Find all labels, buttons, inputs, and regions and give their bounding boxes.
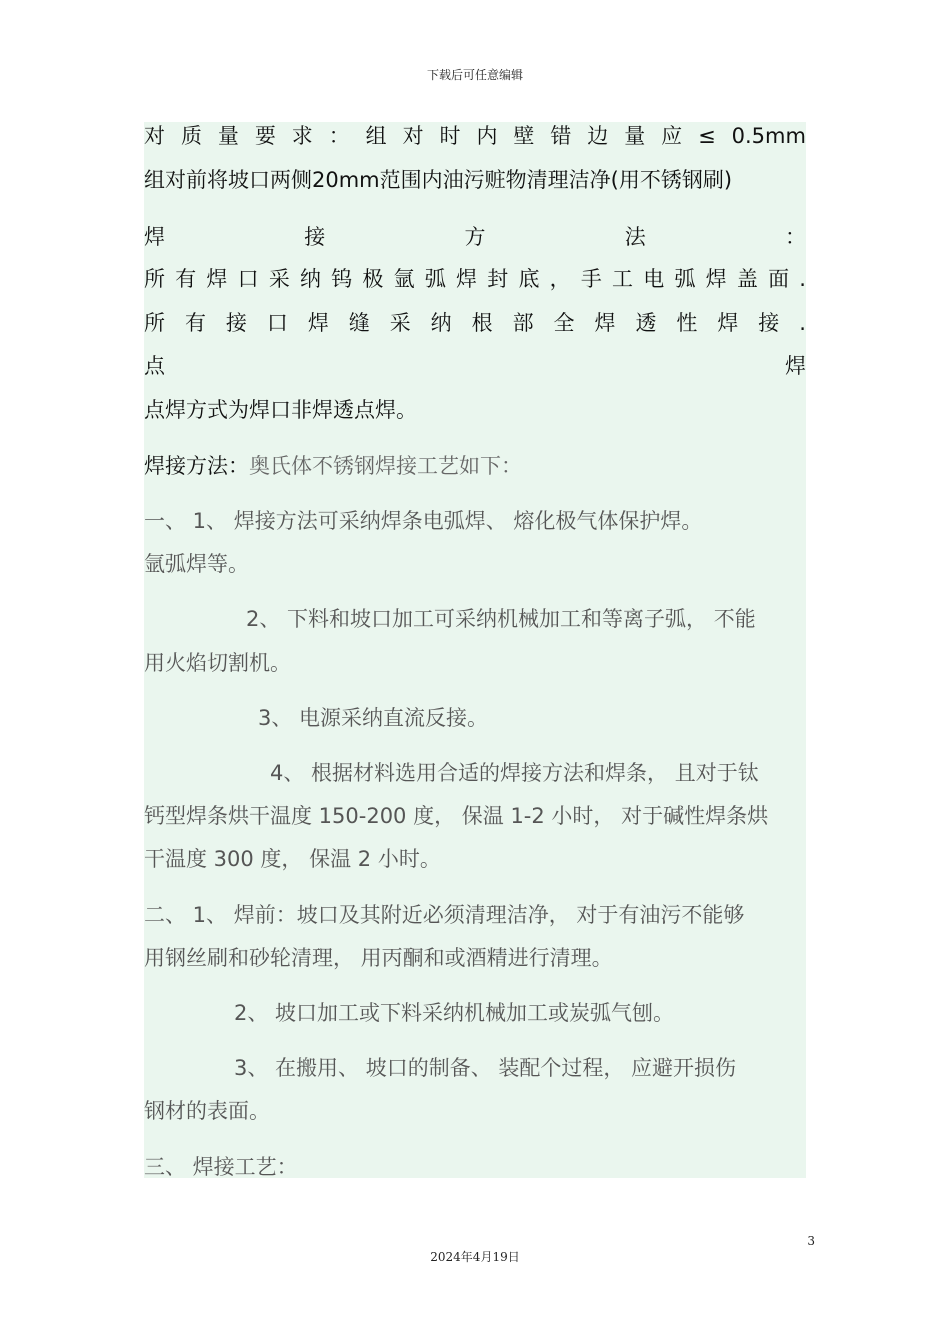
justified-char: 量 <box>217 124 239 148</box>
justified-char: 缝 <box>348 311 370 335</box>
justified-char: 弧 <box>674 267 696 291</box>
justified-char: 口 <box>266 311 288 335</box>
justified-char: 错 <box>550 124 572 148</box>
justified-char: 纳 <box>300 267 322 291</box>
spot-weld-method-line: 点焊方式为焊口非焊透点焊。 <box>144 398 417 422</box>
section2-item3-line1: 3、 在搬用、 坡口的制备、 装配个过程， 应避开损伤 <box>234 1056 737 1080</box>
justified-char: 焊 <box>307 311 329 335</box>
section2-item3-line2: 钢材的表面。 <box>144 1099 270 1123</box>
justified-char: 焊 <box>144 225 165 249</box>
justified-char: 弧 <box>424 267 446 291</box>
justified-char: ≤ <box>698 124 716 148</box>
justified-char: ： <box>328 124 350 148</box>
justified-char: 工 <box>612 267 634 291</box>
section1-item4-line3: 干温度 300 度， 保温 2 小时。 <box>144 847 441 871</box>
footer-date: 2024年4月19日 <box>430 1250 520 1264</box>
section2-item1-line1: 二、 1、 焊前：坡口及其附近必须清理洁净， 对于有油污不能够 <box>144 903 745 927</box>
justified-char: 封 <box>487 267 509 291</box>
spot-weld-heading-left: 点 <box>144 354 165 378</box>
justified-char: 采 <box>268 267 290 291</box>
justified-char: 对 <box>144 124 165 148</box>
section1-item3-line: 3、 电源采纳直流反接。 <box>258 706 489 730</box>
full-penetration-line <box>144 310 806 336</box>
justified-char: 所 <box>144 267 165 291</box>
justified-char: 量 <box>624 124 646 148</box>
justified-char: . <box>799 267 806 291</box>
justified-char: 有 <box>175 267 197 291</box>
justified-char: 方 <box>464 225 486 249</box>
justified-char: 纳 <box>430 311 452 335</box>
justified-char: 壁 <box>513 124 535 148</box>
justified-char: 焊 <box>206 267 228 291</box>
austenitic-heading-label: 焊接方法： <box>144 454 249 478</box>
justified-char: 组 <box>365 124 387 148</box>
justified-char: 0.5mm <box>731 124 806 148</box>
justified-char: 焊 <box>594 311 616 335</box>
section1-item4-line2: 钙型焊条烘干温度 150-200 度， 保温 1-2 小时， 对于碱性焊条烘 <box>144 804 769 828</box>
section1-item1-line1: 一、 1、 焊接方法可采纳焊条电弧焊、 熔化极气体保护焊。 <box>144 509 703 533</box>
justified-char: 部 <box>512 311 534 335</box>
justified-char: ： <box>785 225 806 249</box>
justified-char: 应 <box>661 124 683 148</box>
justified-char: 透 <box>635 311 657 335</box>
justified-char: 面 <box>768 267 790 291</box>
austenitic-heading-text: 奥氏体不锈钢焊接工艺如下： <box>249 454 522 478</box>
justified-char: 手 <box>580 267 602 291</box>
justified-char: 求 <box>291 124 313 148</box>
section1-item4-line1: 4、 根据材料选用合适的焊接方法和焊条， 且对于钛 <box>270 761 759 785</box>
justified-char: 焊 <box>705 267 727 291</box>
justified-char: 钨 <box>331 267 353 291</box>
justified-char: 底 <box>518 267 540 291</box>
spot-weld-heading-right: 焊 <box>785 354 806 378</box>
justified-char: ， <box>549 267 571 291</box>
groove-cleaning-line: 组对前将坡口两侧20mm范围内油污赃物清理洁净(用不锈钢刷) <box>144 168 733 192</box>
austenitic-heading <box>144 453 806 479</box>
justified-char: 口 <box>237 267 259 291</box>
page-number: 3 <box>807 1234 815 1248</box>
justified-char: 法 <box>624 225 646 249</box>
justified-char: 焊 <box>456 267 478 291</box>
page-header: 下载后可任意编辑 <box>426 68 523 82</box>
section1-item2-line1: 2、 下料和坡口加工可采纳机械加工和等离子弧， 不能 <box>246 607 756 631</box>
justified-char: 极 <box>362 267 384 291</box>
justified-char: 性 <box>676 311 698 335</box>
section3-heading: 三、 焊接工艺： <box>144 1155 298 1179</box>
justified-char: 根 <box>471 311 493 335</box>
justified-char: 有 <box>184 311 206 335</box>
justified-char: 质 <box>180 124 202 148</box>
welding-method-heading <box>144 224 806 250</box>
quality-requirement-line <box>144 123 806 149</box>
section2-item1-line2: 用钢丝刷和砂轮清理， 用丙酮和或酒精进行清理。 <box>144 946 613 970</box>
justified-char: 边 <box>587 124 609 148</box>
section1-item2-line2: 用火焰切割机。 <box>144 651 291 675</box>
justified-char: 电 <box>643 267 665 291</box>
justified-char: . <box>799 311 806 335</box>
justified-char: 全 <box>553 311 575 335</box>
justified-char: 时 <box>439 124 461 148</box>
justified-char: 要 <box>254 124 276 148</box>
justified-char: 焊 <box>717 311 739 335</box>
spot-weld-heading <box>144 353 806 379</box>
justified-char: 对 <box>402 124 424 148</box>
justified-char: 所 <box>144 311 165 335</box>
justified-char: 氩 <box>393 267 415 291</box>
justified-char: 采 <box>389 311 411 335</box>
justified-char: 接 <box>304 225 326 249</box>
tig-root-line <box>144 266 806 292</box>
justified-char: 接 <box>758 311 780 335</box>
section1-item1-line2: 氩弧焊等。 <box>144 552 249 576</box>
justified-char: 内 <box>476 124 498 148</box>
section2-item2-line: 2、 坡口加工或下料采纳机械加工或炭弧气刨。 <box>234 1001 675 1025</box>
justified-char: 盖 <box>736 267 758 291</box>
justified-char: 接 <box>225 311 247 335</box>
